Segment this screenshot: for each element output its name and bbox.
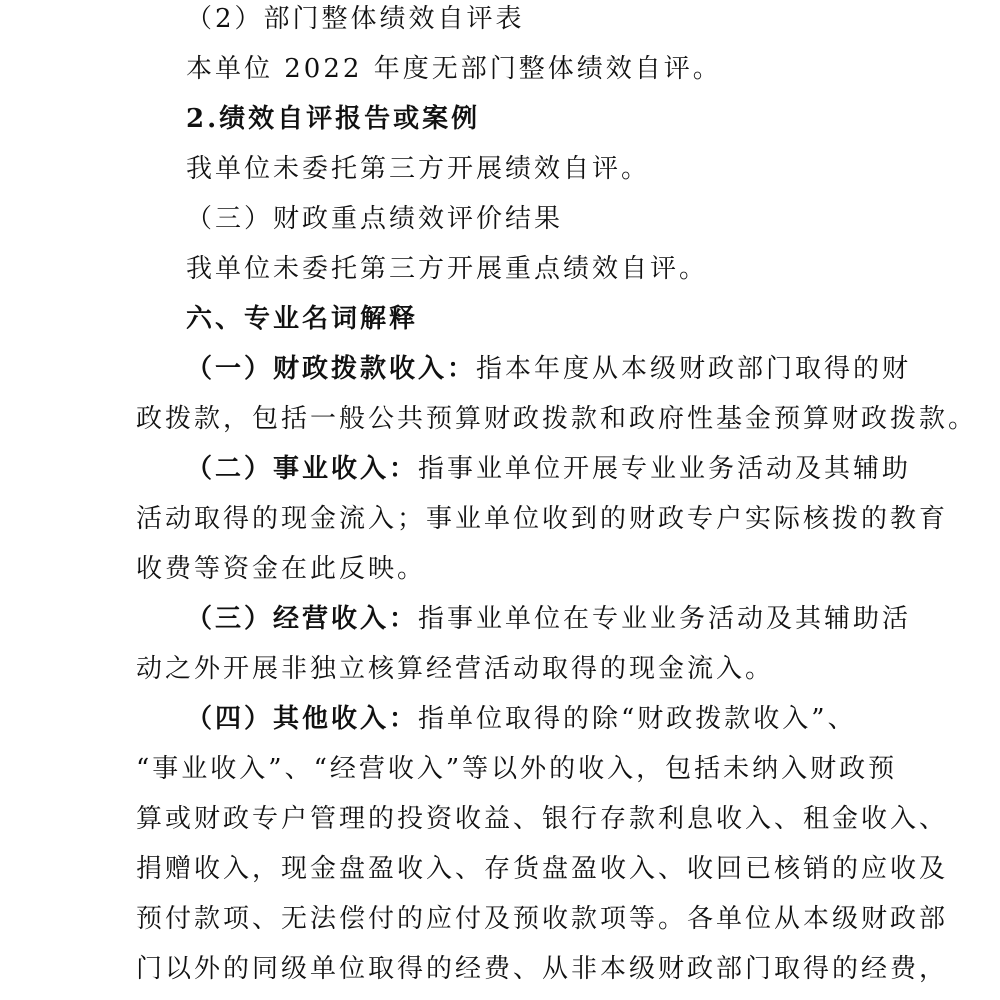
line-text: 2.绩效自评报告或案例 — [186, 104, 481, 134]
line-text: 指本年度从本级财政部门取得的财 — [476, 354, 912, 384]
paragraph-line — [136, 400, 977, 450]
line-text: 指事业单位开展专业业务活动及其辅助 — [418, 454, 912, 484]
line-text: 我单位未委托第三方开展绩效自评。 — [186, 154, 651, 184]
line-text: （2）部门整体绩效自评表 — [186, 4, 525, 34]
line-text: 本单位 2022 年度无部门整体绩效自评。 — [186, 54, 722, 84]
line-text: 六、专业名词解释 — [186, 304, 419, 334]
paragraph-line — [136, 550, 426, 600]
definition-first-line — [186, 350, 911, 400]
definition-term: （一）财政拨款收入： — [186, 354, 477, 384]
paragraph-line — [136, 650, 774, 700]
paragraph-line — [186, 50, 722, 100]
line-text: 预付款项、无法偿付的应付及预收款项等。各单位从本级财政部 — [136, 904, 949, 934]
subsection-heading — [186, 0, 525, 50]
definition-term: （四）其他收入： — [186, 704, 419, 734]
line-text: （三）财政重点绩效评价结果 — [186, 204, 564, 234]
paragraph-line — [136, 750, 897, 800]
line-text: 政拨款，包括一般公共预算财政拨款和政府性基金预算财政拨款。 — [136, 404, 978, 434]
line-text: 门以外的同级单位取得的经费、从非本级财政部门取得的经费， — [136, 954, 949, 984]
line-text: “事业收入”、“经营收入”等以外的收入，包括未纳入财政预 — [136, 754, 898, 784]
line-text: 收费等资金在此反映。 — [136, 554, 427, 584]
line-text: 活动取得的现金流入；事业单位收到的财政专户实际核拨的教育 — [136, 504, 949, 534]
line-text: 我单位未委托第三方开展重点绩效自评。 — [186, 254, 709, 284]
paragraph-line — [136, 900, 948, 950]
line-text: 动之外开展非独立核算经营活动取得的现金流入。 — [136, 654, 775, 684]
definition-first-line — [186, 600, 911, 650]
line-text: 指事业单位在专业业务活动及其辅助活 — [418, 604, 912, 634]
line-text: 指单位取得的除“财政拨款收入”、 — [418, 704, 857, 734]
section-heading — [186, 100, 480, 150]
section-heading — [186, 300, 418, 350]
paragraph-line — [136, 500, 948, 550]
definition-first-line — [186, 700, 857, 750]
line-text: 算或财政专户管理的投资收益、银行存款利息收入、租金收入、 — [136, 804, 949, 834]
paragraph-line — [136, 800, 948, 850]
paragraph-line — [186, 250, 708, 300]
definition-first-line — [186, 450, 911, 500]
definition-term: （三）经营收入： — [186, 604, 419, 634]
subsection-heading — [186, 200, 563, 250]
paragraph-line — [136, 850, 948, 900]
paragraph-line — [186, 150, 650, 200]
definition-term: （二）事业收入： — [186, 454, 419, 484]
line-text: 捐赠收入，现金盘盈收入、存货盘盈收入、收回已核销的应收及 — [136, 854, 949, 884]
